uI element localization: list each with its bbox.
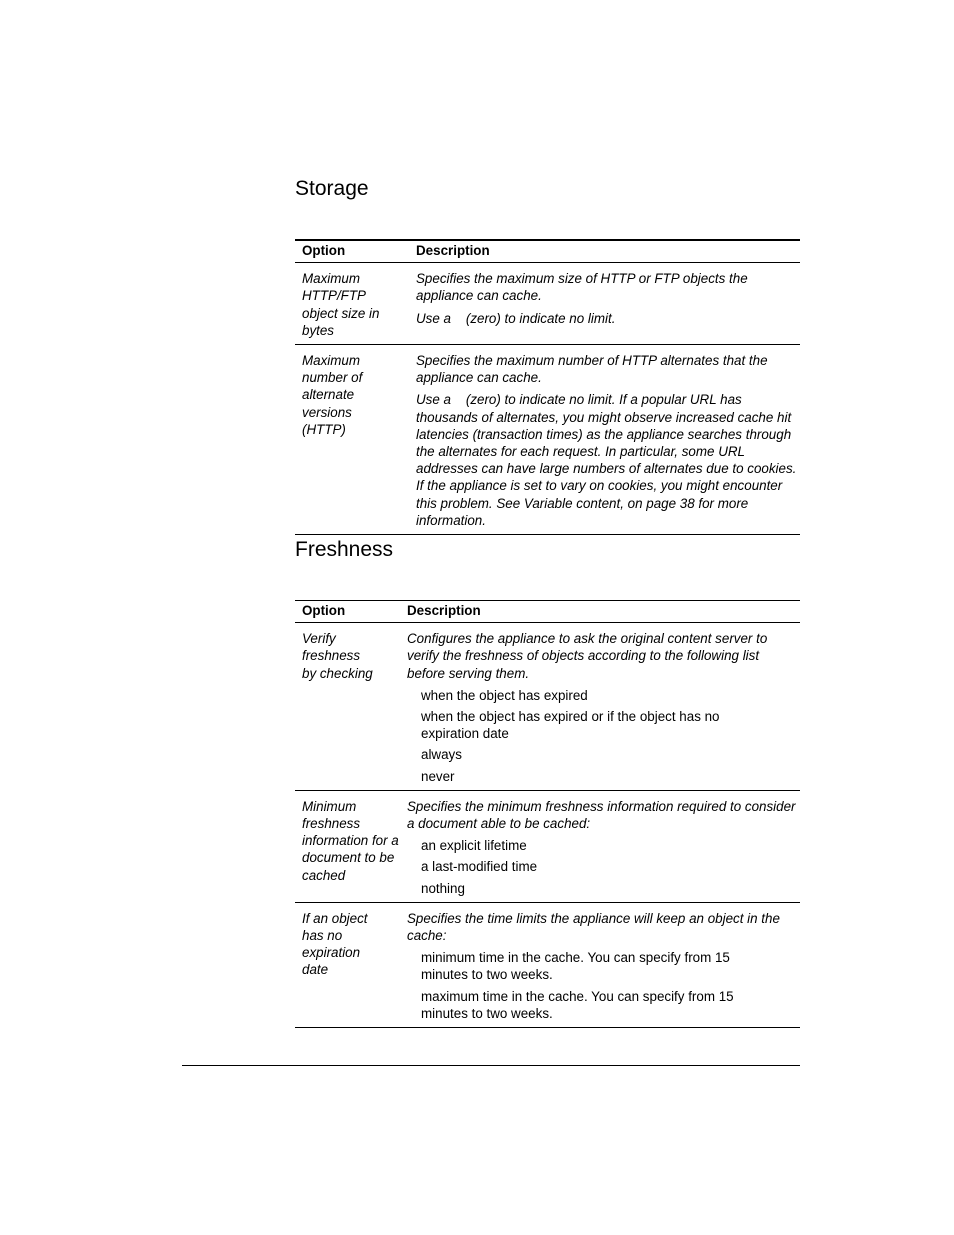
- storage-section-title: Storage: [295, 177, 369, 200]
- list-item: nothing: [421, 880, 465, 896]
- option-description: [407, 623, 800, 791]
- list-item: an explicit lifetime: [421, 838, 527, 854]
- freshness-options-table: [295, 600, 800, 1028]
- option-name-line: by checking: [302, 665, 373, 681]
- option-name: [295, 623, 407, 791]
- list-item: maximum time in the cache. You can specify from 15 minutes to two weeks.: [421, 988, 734, 1021]
- description-paragraph: Specifies the minimum freshness information required to consider a document able to be cached:: [407, 798, 796, 832]
- list-item: when the object has expired or if the object has no expiration date: [421, 709, 720, 742]
- option-column-header: Option: [302, 243, 346, 258]
- description-paragraph: Specifies the maximum size of HTTP or FTP objects the appliance can cache.: [416, 271, 748, 304]
- list-item: when the object has expired: [421, 687, 588, 703]
- table-row: [295, 263, 800, 345]
- list-item: never: [421, 768, 455, 784]
- option-name: If an object has no expiration date: [302, 910, 368, 978]
- option-name: Maximum HTTP/FTP object size in bytes: [302, 271, 380, 338]
- list-item: a last-modified time: [421, 859, 538, 875]
- option-column-header: Option: [302, 603, 346, 618]
- description-paragraph: Configures the appliance to ask the original content server to verify the freshness of objects according to the following list before serving them.: [407, 631, 768, 681]
- description-paragraph: Specifies the maximum number of HTTP alternates that the appliance can cache.: [416, 353, 768, 386]
- choice-list: [407, 687, 800, 785]
- description-paragraph: Specifies the time limits the appliance will keep an object in the cache:: [407, 910, 780, 944]
- option-name: Maximum number of alternate versions (HTTP): [302, 353, 363, 437]
- freshness-section-title: Freshness: [295, 538, 394, 561]
- description-column-header: Description: [416, 243, 490, 258]
- table-header-row: [295, 601, 800, 623]
- table-row: [295, 345, 800, 535]
- description-paragraph: Use a (zero) to indicate no limit. If a popular URL has thousands of alternates, you might observe increased cache hit latencies (transaction times) as the appliance searches through the alternates for each request. In particular, some URL addresses can have large numbers of alternates due to cookies. If the appliance is set to vary on cookies, you might encounter this problem. See Variable content, on page 38 for more information.: [416, 392, 797, 528]
- footer-divider: [182, 1065, 800, 1066]
- option-description: [416, 263, 800, 345]
- storage-options-table: [295, 239, 800, 535]
- table-row: [295, 623, 800, 791]
- list-item: always: [421, 747, 462, 763]
- table-header-row: [295, 240, 800, 263]
- option-description: [416, 345, 800, 535]
- description-column-header: Description: [407, 603, 481, 618]
- option-description: [407, 902, 800, 1027]
- list-item: minimum time in the cache. You can specify from 15 minutes to two weeks.: [421, 950, 730, 983]
- description-paragraph: Use a (zero) to indicate no limit.: [416, 310, 616, 326]
- option-name: Minimum freshness information for a document to be cached: [302, 798, 399, 883]
- choice-list: [407, 837, 800, 897]
- table-row: [295, 790, 800, 902]
- choice-list: [407, 949, 800, 1022]
- option-name-line: Verify: [302, 631, 336, 647]
- option-description: [407, 790, 800, 902]
- table-row: [295, 902, 800, 1027]
- option-name-line: freshness: [302, 648, 361, 664]
